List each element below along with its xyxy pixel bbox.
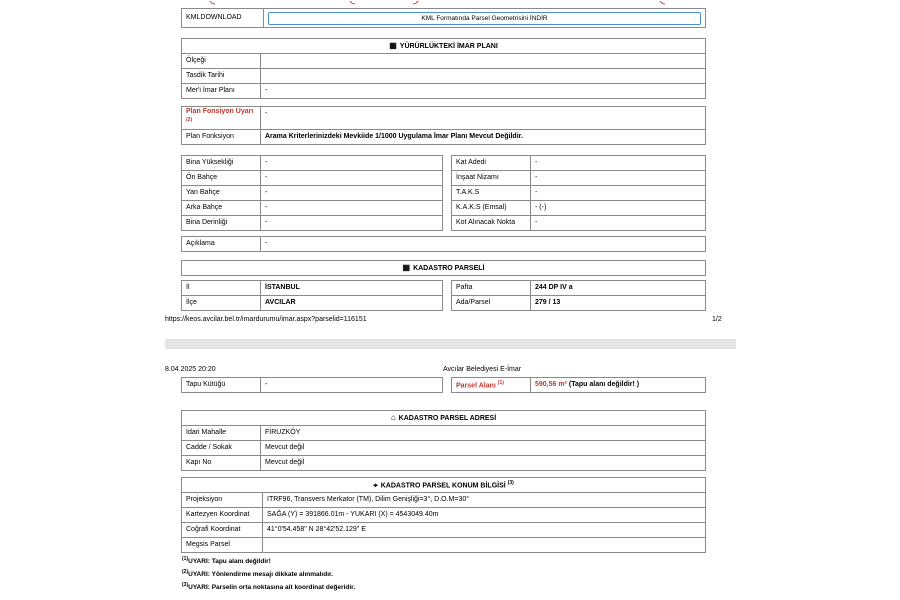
home-icon: ⌂ <box>390 412 396 422</box>
alan-value-cell <box>531 378 706 393</box>
adres-row-value: Mevcut değil <box>261 456 706 471</box>
konum-row-value: 41°0'54.458" N 28°42'52.129" E <box>263 523 706 538</box>
bina-left-label: Bina Derinliği <box>182 216 261 231</box>
konum-row-label: Kartezyen Koordinat <box>182 508 263 523</box>
table-icon: ▦ <box>389 40 397 50</box>
page-number: 1/2 <box>712 316 722 323</box>
plan-func-value: Arama Kriterlerinizdeki Mevkiide 1/1000 Uygulama İmar Planı Mevcut Değildir. <box>261 130 706 145</box>
bina-left-label: Arka Bahçe <box>182 201 261 216</box>
pafta-label: Pafta <box>452 281 531 296</box>
bina-right-label: K.A.K.S (Emsal) <box>452 201 531 216</box>
adres-row-value: FİRUZKÖY <box>261 426 706 441</box>
bina-left-value: - <box>261 156 443 171</box>
pafta-value: 244 DP IV a <box>531 281 706 296</box>
ada-label: Ada/Parsel <box>452 296 531 311</box>
konum-title: KADASTRO PARSEL KONUM BİLGİSİ <box>380 482 506 490</box>
plan-warn-sup: (2) <box>186 117 193 124</box>
ilce-label: İlçe <box>182 296 261 311</box>
tapu-value: - <box>261 378 443 393</box>
footnote-text: UYARI: Tapu alanı değildir! <box>188 558 271 566</box>
print-datetime: 8.04.2025 20:20 <box>165 366 216 373</box>
plan-function-table <box>181 106 706 145</box>
imar-plan-header <box>182 39 706 54</box>
aciklama-table <box>181 236 706 252</box>
imar-plan-table <box>181 38 706 99</box>
footnote <box>182 567 355 580</box>
adres-title: KADASTRO PARSEL ADRESİ <box>398 414 497 422</box>
bina-left-value: - <box>261 216 443 231</box>
kadastro-right-table <box>451 280 706 311</box>
plan-warn-value: - <box>261 107 706 130</box>
kadastro-header <box>182 261 706 276</box>
page-url: https://keos.avcilar.bel.tr/imardurumu/imar.aspx?parselid=116151 <box>165 316 367 323</box>
footnote-text: UYARI: Parselin orta noktasına ait koordinat değeridir. <box>188 584 356 592</box>
bina-left-value: - <box>261 171 443 186</box>
tapu-table <box>181 377 443 393</box>
imar-row-label: Tasdik Tarihi <box>182 69 261 84</box>
bina-right-table <box>451 155 706 231</box>
page-separator <box>165 339 736 349</box>
ilce-value: AVCILAR <box>261 296 443 311</box>
konum-row-label: Projeksiyon <box>182 493 263 508</box>
adres-row-value: Mevcut değil <box>261 441 706 456</box>
il-label: İl <box>182 281 261 296</box>
bina-left-label: Yan Bahçe <box>182 186 261 201</box>
bina-right-value: - (-) <box>531 201 706 216</box>
kml-label: KMLDOWNLOAD <box>182 9 264 28</box>
adres-header <box>182 411 706 426</box>
site-title: Avcılar Belediyesi E-İmar <box>443 366 522 373</box>
adres-row-label: İdari Mahalle <box>182 426 261 441</box>
kadastro-title: KADASTRO PARSELİ <box>413 264 485 272</box>
konum-row-value: SAĞA (Y) = 391866.01m - YUKARI (X) = 4543049.40m <box>263 508 706 523</box>
footnote <box>182 580 355 593</box>
bina-right-value: - <box>531 156 706 171</box>
kml-download-button[interactable]: KML Formatında Parsel Geometrisini İNDİR <box>268 12 701 25</box>
alan-note: (Tapu alanı değildir! ) <box>568 381 640 388</box>
top-cutoff-marks <box>180 0 710 4</box>
bina-right-label: T.A.K.S <box>452 186 531 201</box>
cutoff-arcs <box>180 1 710 5</box>
alan-value: 590,56 m² <box>535 381 567 388</box>
plan-func-label: Plan Fonksiyon <box>182 130 261 145</box>
bina-right-label: Kot Alınacak Nokta <box>452 216 531 231</box>
konum-table <box>181 477 706 553</box>
imar-row-label: Mer'i İmar Planı <box>182 84 261 99</box>
imar-plan-title: YÜRÜRLÜKTEKİ İMAR PLANI <box>399 42 498 50</box>
map-pin-icon: ⌖ <box>373 480 378 490</box>
konum-row-label: Coğrafi Koordinat <box>182 523 263 538</box>
imar-row-value: - <box>261 84 706 99</box>
footnote-sup: (1) <box>182 556 189 562</box>
kml-cell <box>264 9 706 28</box>
tapu-label: Tapu Kütüğü <box>182 378 261 393</box>
imar-row-value <box>261 54 706 69</box>
bina-left-value: - <box>261 186 443 201</box>
alan-sup: (1) <box>497 380 504 387</box>
il-value: İSTANBUL <box>261 281 443 296</box>
kml-download-table <box>181 8 706 28</box>
kadastro-header-table <box>181 260 706 276</box>
plan-warn-label: Plan Fonsiyon Uyarı <box>186 108 254 116</box>
bina-right-label: İnşaat Nizamı <box>452 171 531 186</box>
footnotes <box>182 554 355 593</box>
grid-icon: ▦ <box>402 262 411 272</box>
konum-row-value <box>263 538 706 553</box>
footnote-text: UYARI: Yönlendirme mesajı dikkate alınmalıdır. <box>188 571 333 579</box>
footnote-sup: (2) <box>182 569 189 576</box>
bina-left-value: - <box>261 201 443 216</box>
footnote-sup: (3) <box>182 582 189 589</box>
alan-label-cell <box>452 378 531 393</box>
adres-row-label: Kapı No <box>182 456 261 471</box>
footnote <box>182 554 355 567</box>
adres-row-label: Cadde / Sokak <box>182 441 261 456</box>
aciklama-value: - <box>261 237 706 252</box>
bina-left-label: Bina Yüksekliği <box>182 156 261 171</box>
imar-row-value <box>261 69 706 84</box>
aciklama-label: Açıklama <box>182 237 261 252</box>
adres-table <box>181 410 706 471</box>
bina-left-label: Ön Bahçe <box>182 171 261 186</box>
konum-row-label: Megsis Parsel <box>182 538 263 553</box>
bina-left-table <box>181 155 443 231</box>
bina-right-value: - <box>531 186 706 201</box>
alan-table <box>451 377 706 393</box>
konum-header <box>182 478 706 493</box>
alan-label: Parsel Alanı <box>456 382 496 390</box>
bina-right-value: - <box>531 216 706 231</box>
bina-right-label: Kat Adedi <box>452 156 531 171</box>
konum-title-sup: (3) <box>507 480 514 487</box>
konum-row-value: ITRF96, Transvers Merkator (TM), Dilim Genişliği=3°, D.O.M=30° <box>263 493 706 508</box>
imar-row-label: Ölçeği <box>182 54 261 69</box>
kadastro-left-table <box>181 280 443 311</box>
bina-right-value: - <box>531 171 706 186</box>
ada-value: 279 / 13 <box>531 296 706 311</box>
plan-warn-label-cell <box>182 107 261 130</box>
